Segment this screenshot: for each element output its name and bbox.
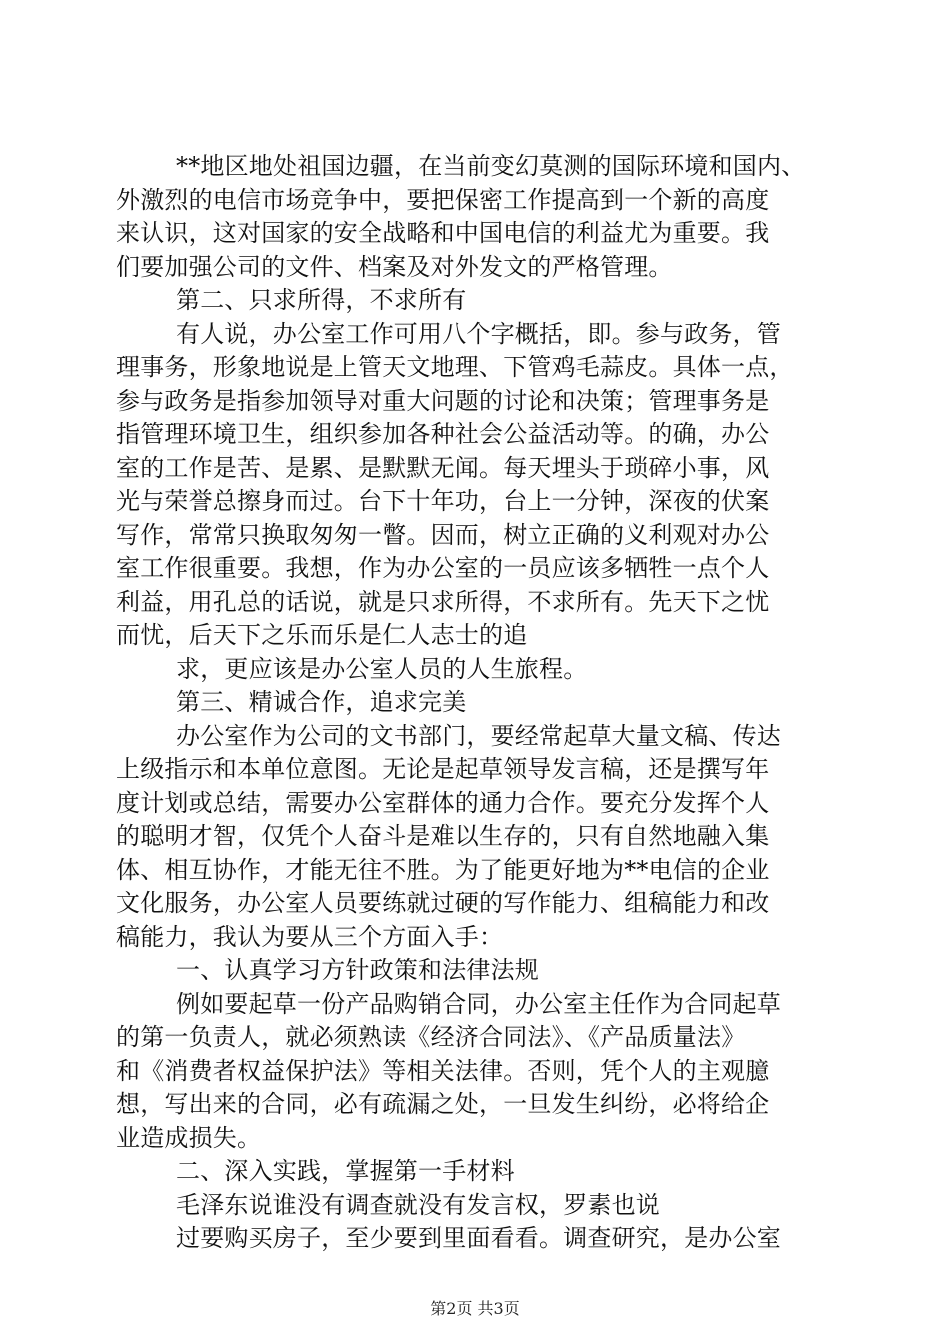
text-line: 利益，用孔总的话说，就是只求所得，不求所有。先天下之忧 [116,587,770,616]
document-body [116,150,836,1256]
text-line: 外激烈的电信市场竞争中，要把保密工作提高到一个新的高度 [116,185,770,214]
text-line: 想，写出来的合同，必有疏漏之处，一旦发生纠纷，必将给企 [116,1090,770,1118]
text-line: 们要加强公司的文件、档案及对外发文的严格管理。 [116,252,673,281]
text-line: 体、相互协作，才能无往不胜。为了能更好地为**电信的企业 [116,855,770,884]
text-line: 一、认真学习方针政策和法律法规 [176,956,539,984]
text-line: 文化服务，办公室人员要练就过硬的写作能力、组稿能力和改 [116,889,770,917]
text-line: 稿能力，我认为要从三个方面入手： [116,922,504,951]
text-line: 例如要起草一份产品购销合同，办公室主任作为合同起草 [176,989,781,1018]
page-footer: 第2页 共3页 [430,1299,520,1318]
text-line: 上级指示和本单位意图。无论是起草领导发言稿，还是撰写年 [116,755,770,783]
text-line: 二、深入实践，掌握第一手材料 [176,1157,515,1185]
text-line: 过要购买房子，至少要到里面看看。调查研究，是办公室 [176,1224,781,1252]
text-line: 写作，常常只换取匆匆一瞥。因而，树立正确的义利观对办公 [116,520,770,549]
text-line: 室的工作是苦、是累、是默默无闻。每天埋头于琐碎小事，风 [116,453,770,482]
text-line: 毛泽东说谁没有调查就没有发言权，罗素也说 [176,1190,660,1219]
text-line: 而忧，后天下之乐而乐是仁人志士的追 [116,621,528,649]
text-line: 来认识，这对国家的安全战略和中国电信的利益尤为重要。我 [116,219,770,247]
text-line: 指管理环境卫生，组织参加各种社会公益活动等。的确，办公 [116,420,770,448]
text-line: 第三、精诚合作，追求完美 [176,688,467,716]
text-line: 第二、只求所得，不求所有 [176,286,467,314]
text-line: 室工作很重要。我想，作为办公室的一员应该多牺牲一点个人 [116,554,770,582]
text-line: 办公室作为公司的文书部门，要经常起草大量文稿、传达 [176,721,781,750]
text-line: 有人说，办公室工作可用八个字概括，即。参与政务，管 [176,319,781,348]
text-line: **地区地处祖国边疆，在当前变幻莫测的国际环境和国内、 [176,152,806,180]
text-line: 和《消费者权益保护法》等相关法律。否则，凭个人的主观臆 [116,1056,770,1085]
text-line: 的第一负责人，就必须熟读《经济合同法》、《产品质量法》 [116,1023,746,1051]
text-line: 理事务，形象地说是上管天文地理、下管鸡毛蒜皮。具体一点， [116,353,794,381]
text-line: 业造成损失。 [116,1123,262,1152]
text-line: 参与政务是指参加领导对重大问题的讨论和决策；管理事务是 [116,386,770,415]
text-line: 的聪明才智，仅凭个人奋斗是难以生存的，只有自然地融入集 [116,822,770,850]
text-line: 求，更应该是办公室人员的人生旅程。 [176,654,588,683]
text-line: 光与荣誉总擦身而过。台下十年功，台上一分钟，深夜的伏案 [116,487,770,515]
text-line: 度计划或总结，需要办公室群体的通力合作。要充分发挥个人 [116,788,770,817]
